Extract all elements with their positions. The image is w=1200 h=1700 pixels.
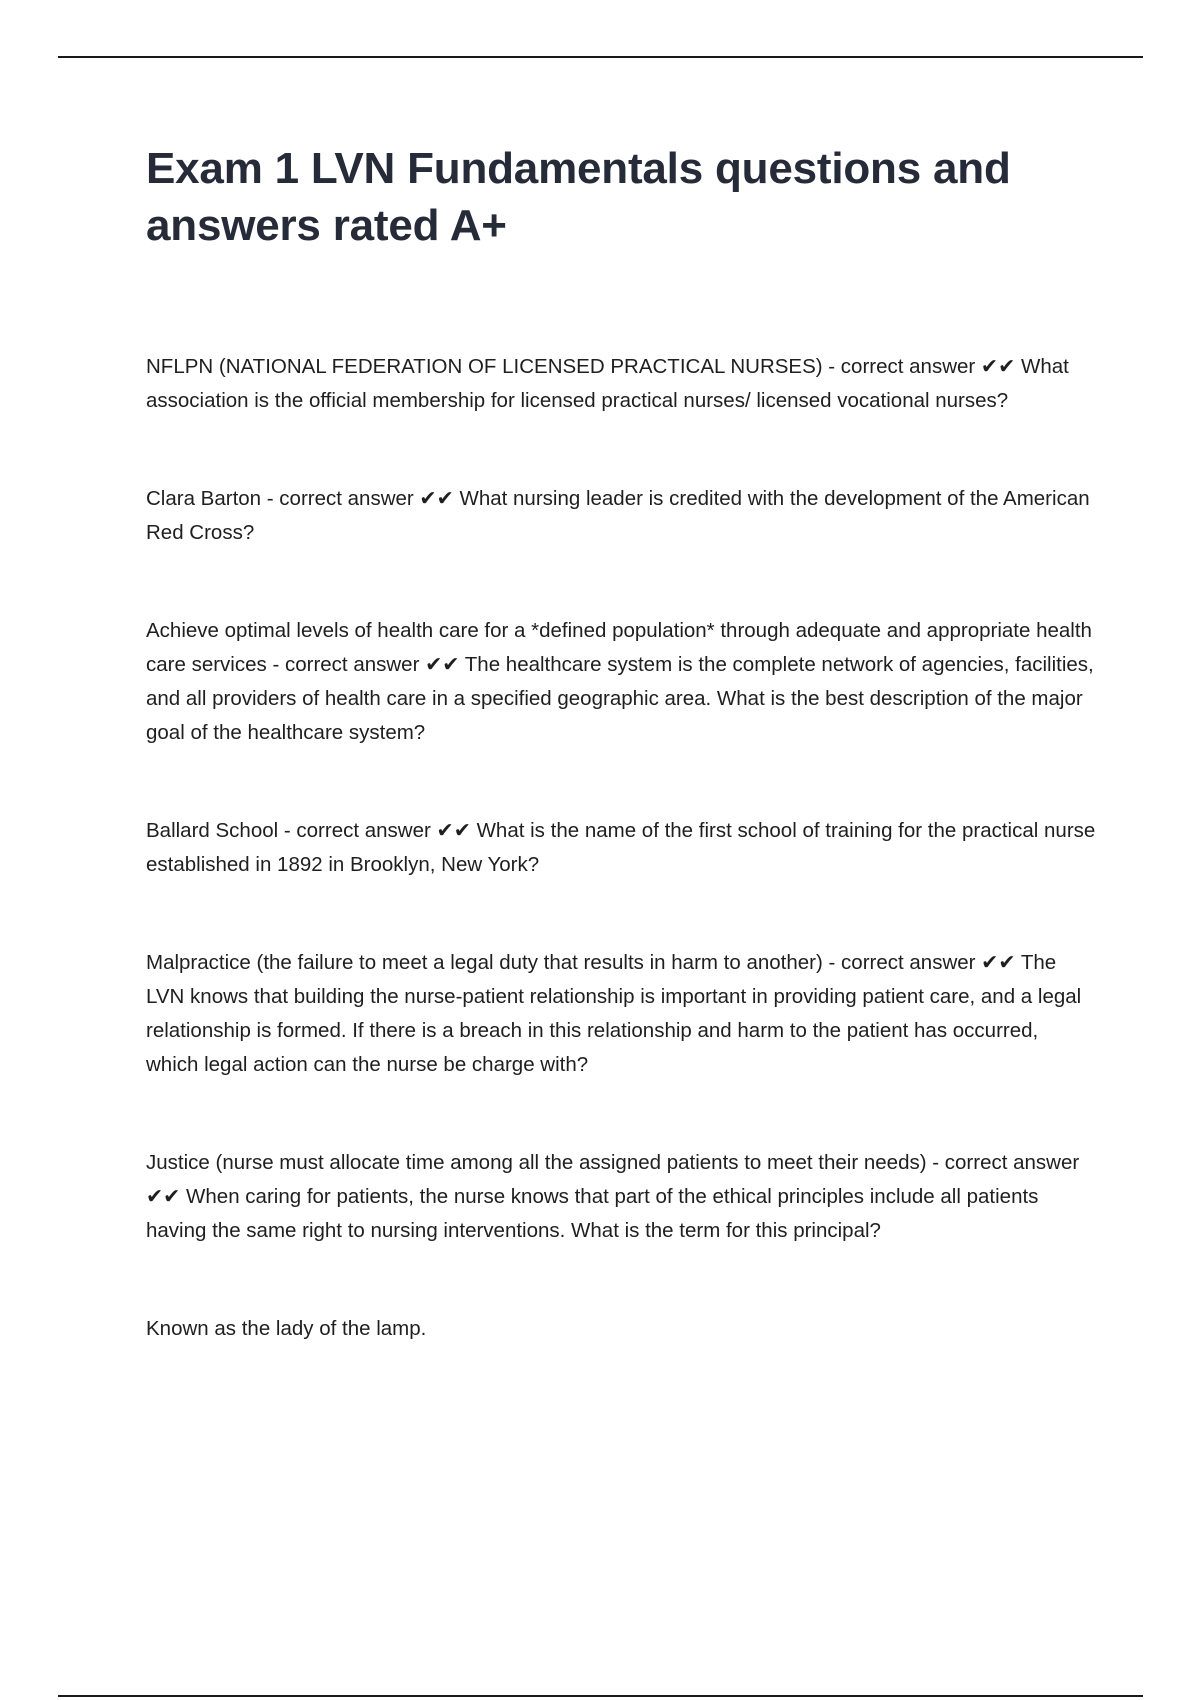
bottom-divider xyxy=(58,1695,1143,1697)
qa-entry: Malpractice (the failure to meet a legal duty that results in harm to another) - correct answer ✔✔ The LVN knows that building the nurse-patient relationship is important in providing patient care, and a legal relationship is formed. If there is a breach in this relationship and harm to the patient has occurred, which legal action can the nurse be charge with? xyxy=(146,951,1082,1076)
qa-entry: Justice (nurse must allocate time among all the assigned patients to meet their needs) - correct answer ✔✔ When caring for patients, the nurse knows that part of the ethical principles include all patients having the same right to nursing interventions. What is the term for this principal? xyxy=(146,1151,1080,1242)
qa-list xyxy=(146,350,1096,1346)
qa-entry: Clara Barton - correct answer ✔✔ What nursing leader is credited with the development of the American Red Cross? xyxy=(146,487,1090,544)
qa-entry: NFLPN (NATIONAL FEDERATION OF LICENSED PRACTICAL NURSES) - correct answer ✔✔ What association is the official membership for licensed practical nurses/ licensed vocational nurses? xyxy=(146,355,1069,412)
top-divider xyxy=(58,56,1143,58)
qa-entry: Known as the lady of the lamp. xyxy=(146,1317,427,1340)
document-title: Exam 1 LVN Fundamentals questions and answers rated A+ xyxy=(146,144,1011,250)
qa-entry: Ballard School - correct answer ✔✔ What is the name of the first school of training for the practical nurse established in 1892 in Brooklyn, New York? xyxy=(146,819,1096,876)
document-body xyxy=(146,140,1096,1346)
qa-entry: Achieve optimal levels of health care for a *defined population* through adequate and appropriate health care services - correct answer ✔✔ The healthcare system is the complete network of agencies, facilities, and all providers of health care in a specified geographic area. What is the best description of the major goal of the healthcare system? xyxy=(146,619,1094,744)
